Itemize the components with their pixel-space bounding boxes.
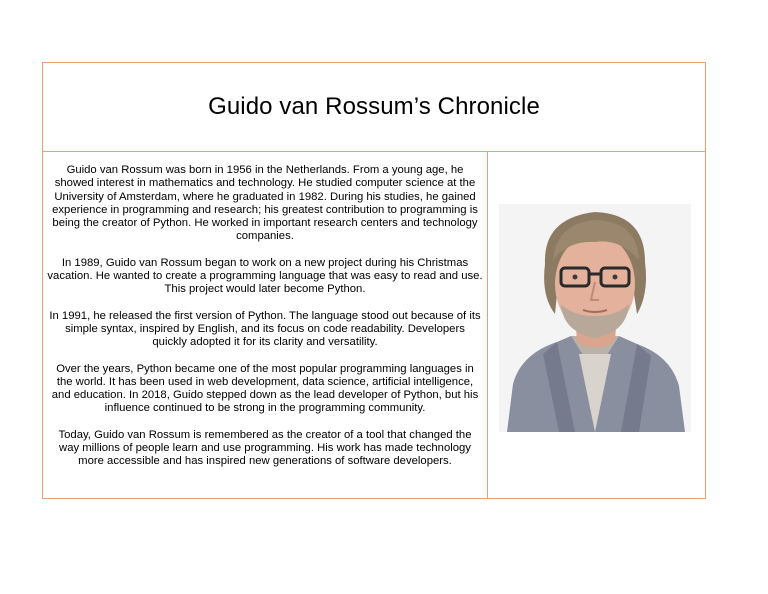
photo-cell	[489, 152, 705, 498]
paragraph-early-life: Guido van Rossum was born in 1956 in the Netherlands. From a young age, he showed interest in mathematics and technology. He studied computer science at the University of Amsterdam, where he graduated in 1982. During his studies, he gained experience in programming and research; his greatest contribution to programming is being the creator of Python. He worked in important research centers and technology companies.	[52, 164, 478, 243]
paragraph-1989-project: In 1989, Guido van Rossum began to work on a new project during his Christmas vacation. He wanted to create a programming language that was easy to read and use. This project would later become Python.	[47, 256, 483, 296]
portrait-illustration	[499, 204, 691, 432]
biography-text-cell	[43, 152, 488, 498]
document-table	[42, 62, 706, 499]
paragraph-popularity: Over the years, Python became one of the most popular programming languages in the world. It has been used in web development, data science, artificial intelligence, and education. In 2018, Guido stepped down as the lead developer of Python, but his influence continued to be strong in the programming community.	[51, 362, 479, 415]
portrait-photo	[499, 204, 691, 432]
title-cell	[43, 63, 705, 152]
paragraph-legacy: Today, Guido van Rossum is remembered as the creator of a tool that changed the way millions of people learn and use programming. His work has made technology more accessible and has inspired new generations of software developers.	[58, 428, 472, 468]
paragraph-1991-release: In 1991, he released the first version of Python. The language stood out because of its simple syntax, inspired by English, and its focus on code readability. Developers quickly adopted it for its clarity and versatility.	[49, 309, 481, 349]
document-title: Guido van Rossum’s Chronicle	[208, 93, 540, 120]
